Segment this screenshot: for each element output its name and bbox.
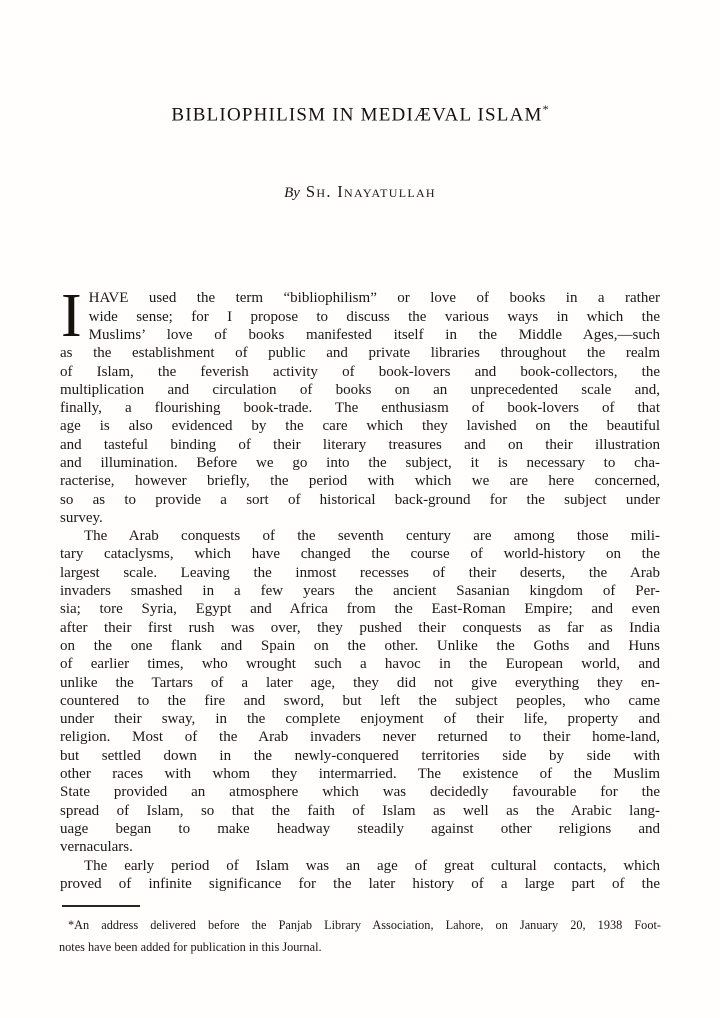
text-line: sia; tore Syria, Egypt and Africa from the East-Roman Empire; and even [60,601,660,618]
text-line: unlike the Tartars of a later age, they did not give everything they en- [60,674,660,691]
footnote-line: notes have been added for publication in this Journal. [59,939,322,954]
text-line: under their sway, in the complete enjoyment of their life, property and [60,711,660,728]
text-line: vernaculars. [60,839,133,856]
text-line: proved of infinite significance for the later history of a large part of the [60,875,660,892]
text-line: tary cataclysms, which have changed the course of world-history on the [60,546,660,563]
text-line: after their first rush was over, they pushed their conquests as far as India [60,619,660,636]
text-line: religion. Most of the Arab invaders never returned to their home-land, [60,729,660,746]
article-body [60,282,660,893]
text-line: racterise, however briefly, the period with which we are here concerned, [60,473,660,490]
byline [0,182,720,202]
title-footnote-marker: * [542,102,549,116]
page-title-text: BIBLIOPHILISM IN MEDIÆVAL ISLAM [171,104,543,126]
paragraph [60,527,660,856]
text-line: and tasteful binding of their literary treasures and on their illustration [60,436,660,453]
text-line: finally, a flourishing book-trade. The enthusiasm of book-lovers of that [60,400,660,417]
text-line: but settled down in the newly-conquered territories side by side with [60,747,660,764]
text-line: largest scale. Leaving the inmost recesses of their deserts, the Arab [60,564,660,581]
footnote-line: *An address delivered before the Panjab Library Association, Lahore, on January 20, 1938 Foot- [68,918,661,933]
text-line: multiplication and circulation of books on an unprecedented scale and, [60,381,660,398]
text-line: other races with whom they intermarried. The existence of the Muslim [60,766,660,783]
text-line: and illumination. Before we go into the subject, it is necessary to cha- [60,455,660,471]
text-line: wide sense; for I propose to discuss the various ways in which the [88,308,660,325]
text-line: invaders smashed in a few years the ancient Sasanian kingdom of Per- [60,583,660,600]
paragraph [60,857,660,894]
text-line: countered to the fire and sword, but left the subject peoples, who came [60,692,660,709]
byline-by: By [284,185,300,202]
text-line: Muslims’ love of books manifested itself in the Middle Ages,—such [88,326,660,343]
text-line: The Arab conquests of the seventh century are among those mili- [84,528,660,545]
text-line: age is also evidenced by the care which they lavished on the beautiful [60,418,660,435]
text-line: The early period of Islam was an age of great cultural contacts, which [84,857,660,874]
text-line: of Islam, the feverish activity of book-lovers and book-collectors, the [60,363,660,380]
byline-author: Sh. Inayatullah [305,182,436,202]
footnote [59,915,661,958]
text-line: HAVE used the term “bibliophilism” or love of books in a rather [88,290,660,307]
drop-cap: I [61,282,82,351]
page-title [0,102,720,126]
text-line: spread of Islam, so that the faith of Islam as well as the Arabic lang- [60,802,660,819]
text-line: of earlier times, who wrought such a havoc in the European world, and [60,656,660,673]
text-line: State provided an atmosphere which was decidedly favourable for the [60,784,660,801]
text-line: so as to provide a sort of historical back-ground for the subject under [60,491,660,508]
text-line: survey. [60,509,103,526]
text-line: on the one flank and Spain on the other. Unlike the Goths and Huns [60,637,660,654]
text-line: uage began to make headway steadily against other religions and [60,820,660,837]
footnote-separator [62,905,140,907]
paragraph [60,282,660,527]
text-line: as the establishment of public and private libraries throughout the realm [60,345,660,362]
